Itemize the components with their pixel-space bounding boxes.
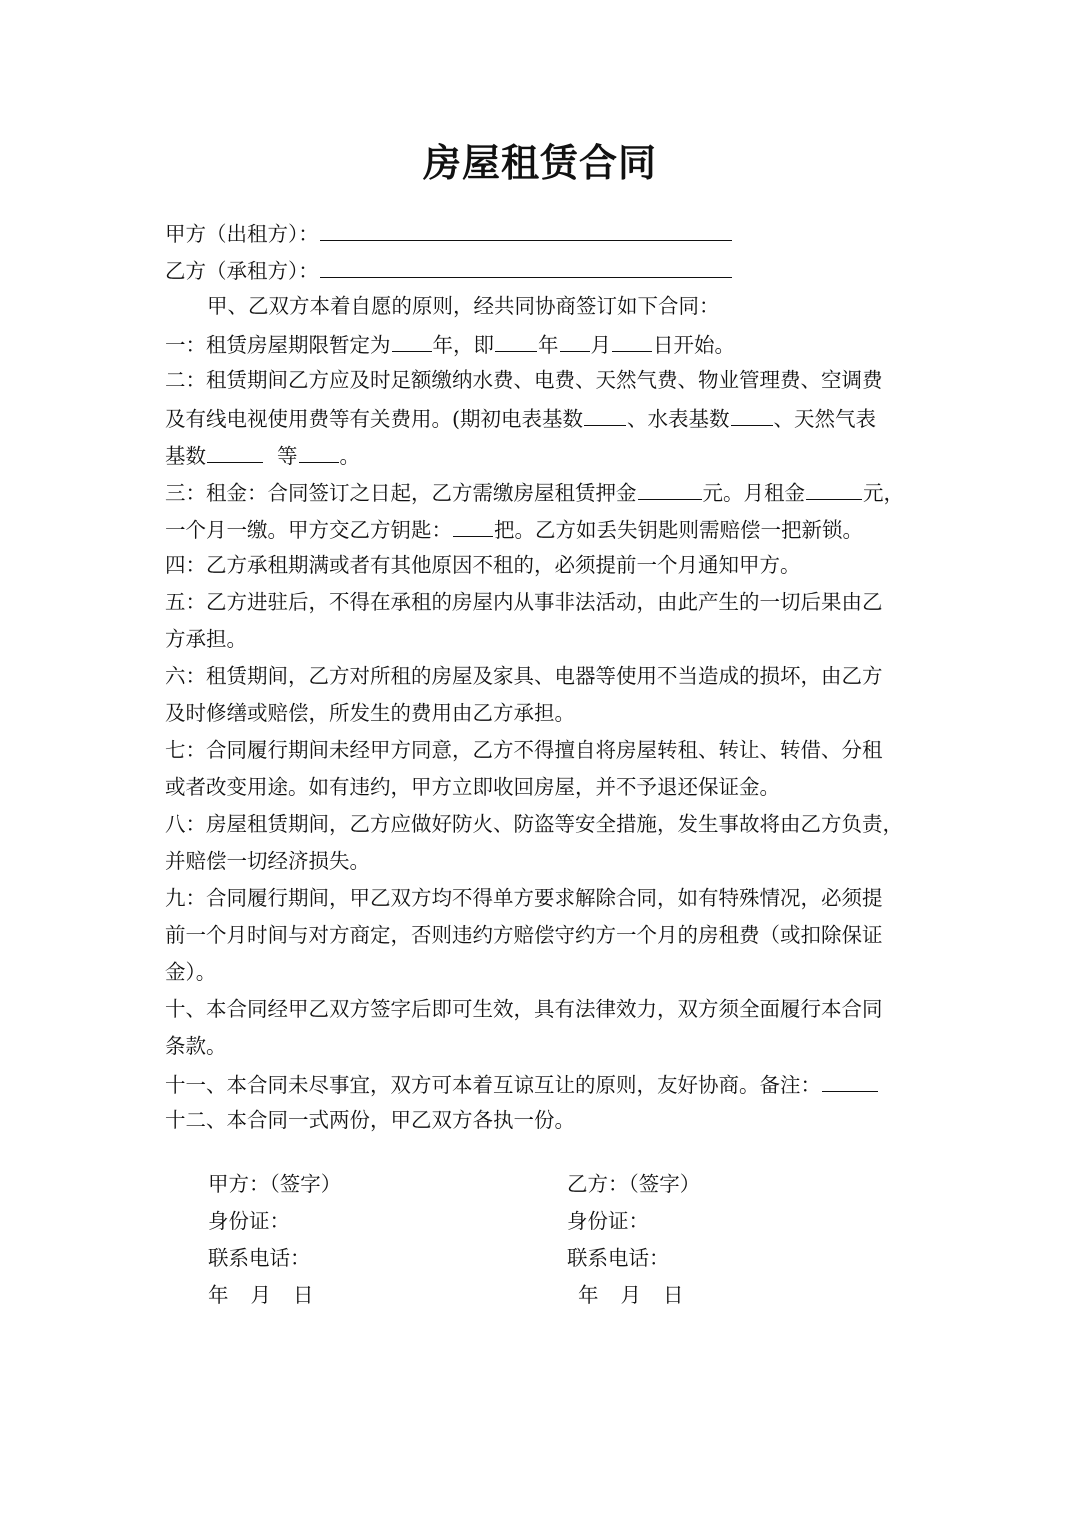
- clause-2-text: 基数: [165, 444, 206, 468]
- start-day-blank: [612, 325, 652, 352]
- term-years-blank: [392, 325, 432, 352]
- clause-4: 四：乙方承租期满或者有其他原因不租的，必须提前一个月通知甲方。: [165, 553, 801, 577]
- remarks-blank: [822, 1065, 878, 1092]
- party-b-sign-label: 乙方：（签字）: [567, 1172, 701, 1196]
- month-label: 月: [250, 1283, 271, 1307]
- clause-5-line-1: 五：乙方进驻后，不得在承租的房屋内从事非法活动，由此产生的一切后果由乙: [165, 590, 883, 614]
- clause-2-text: 、水表基数: [627, 407, 730, 431]
- clause-3-text: 元，: [863, 481, 904, 505]
- month-label: 月: [620, 1283, 641, 1307]
- clause-1: [165, 325, 925, 362]
- party-b-blank: [320, 251, 732, 278]
- clause-11: [165, 1065, 925, 1102]
- keys-count-blank: [453, 510, 493, 537]
- clause-2-text: 等: [277, 444, 298, 468]
- clause-2-text: 、天然气表: [773, 407, 876, 431]
- party-a-phone-label: 联系电话：: [208, 1246, 311, 1270]
- clause-10-line-2: 条款。: [165, 1034, 227, 1058]
- deposit-blank: [638, 473, 702, 500]
- document-title: 房屋租赁合同: [422, 140, 657, 185]
- clause-2-line-2: [165, 399, 925, 436]
- clause-2-line-1: 二：租赁期间乙方应及时足额缴纳水费、电费、天然气费、物业管理费、空调费: [165, 368, 883, 392]
- clause-11-text: 十一、本合同未尽事宜，双方可本着互谅互让的原则，友好协商。备注：: [165, 1073, 821, 1097]
- party-b-id-label: 身份证：: [567, 1209, 649, 1233]
- clause-12: 十二、本合同一式两份，甲乙双方各执一份。: [165, 1108, 575, 1132]
- party-b-phone-label: 联系电话：: [567, 1246, 670, 1270]
- start-year-blank: [495, 325, 537, 352]
- clause-1-text: 年: [538, 333, 559, 357]
- day-label: 日: [293, 1283, 314, 1307]
- monthly-rent-blank: [806, 473, 862, 500]
- clause-3-text: 三：租金：合同签订之日起，乙方需缴房屋租赁押金: [165, 481, 637, 505]
- water-meter-blank: [731, 399, 773, 426]
- clause-3-text: 把。乙方如丢失钥匙则需赔偿一把新锁。: [494, 518, 863, 542]
- electric-meter-blank: [584, 399, 626, 426]
- clause-3-text: 元。月租金: [702, 481, 805, 505]
- clause-7-line-1: 七：合同履行期间未经甲方同意，乙方不得擅自将房屋转租、转让、转借、分租: [165, 738, 883, 762]
- day-label: 日: [663, 1283, 684, 1307]
- party-a-id-label: 身份证：: [208, 1209, 290, 1233]
- party-b-date: [567, 1277, 700, 1314]
- gas-meter-blank: [207, 436, 263, 463]
- party-a-sign-label: 甲方：（签字）: [208, 1172, 342, 1196]
- clause-9-line-3: 金）。: [165, 960, 217, 984]
- clause-1-text: 月: [590, 333, 611, 357]
- party-a-date: [208, 1277, 341, 1314]
- party-a-signature-block: [208, 1166, 341, 1314]
- intro-text: 甲、乙双方本着自愿的原则，经共同协商签订如下合同：: [207, 294, 720, 318]
- party-b-signature-block: [567, 1166, 700, 1314]
- clause-9-line-1: 九：合同履行期间，甲乙双方均不得单方要求解除合同，如有特殊情况，必须提: [165, 886, 883, 910]
- clause-7-line-2: 或者改变用途。如有违约，甲方立即收回房屋，并不予退还保证金。: [165, 775, 780, 799]
- clause-8-line-2: 并赔偿一切经济损失。: [165, 849, 370, 873]
- clause-6-line-1: 六：租赁期间，乙方对所租的房屋及家具、电器等使用不当造成的损坏，由乙方: [165, 664, 883, 688]
- clause-3-text: 一个月一缴。甲方交乙方钥匙：: [165, 518, 452, 542]
- clause-2-line-3: [165, 436, 925, 473]
- party-b-label: 乙方（承租方）：: [165, 259, 319, 283]
- clause-5-line-2: 方承担。: [165, 627, 247, 651]
- clause-2-text: 及有线电视使用费等有关费用。(期初电表基数: [165, 407, 583, 431]
- other-meter-blank: [299, 436, 339, 463]
- clause-3-line-1: [165, 473, 925, 510]
- clause-1-text: 一：租赁房屋期限暂定为: [165, 333, 391, 357]
- party-a-blank: [320, 214, 732, 241]
- clause-8-line-1: 八：房屋租赁期间，乙方应做好防火、防盗等安全措施，发生事故将由乙方负责，: [165, 812, 903, 836]
- start-month-blank: [560, 325, 590, 352]
- party-a-label: 甲方（出租方）：: [165, 222, 319, 246]
- clause-1-text: 年，即: [432, 333, 494, 357]
- clause-1-text: 日开始。: [653, 333, 735, 357]
- clause-2-text: 。: [339, 444, 361, 468]
- year-label: 年: [578, 1283, 599, 1307]
- year-label: 年: [208, 1283, 229, 1307]
- clause-6-line-2: 及时修缮或赔偿，所发生的费用由乙方承担。: [165, 701, 575, 725]
- party-b-line: [165, 251, 925, 288]
- clause-10-line-1: 十、本合同经甲乙双方签字后即可生效，具有法律效力，双方须全面履行本合同: [165, 997, 883, 1021]
- party-a-line: [165, 214, 925, 251]
- clause-3-line-2: [165, 510, 925, 547]
- clause-9-line-2: 前一个月时间与对方商定，否则违约方赔偿守约方一个月的房租费（或扣除保证: [165, 923, 883, 947]
- contract-body: [165, 214, 925, 1139]
